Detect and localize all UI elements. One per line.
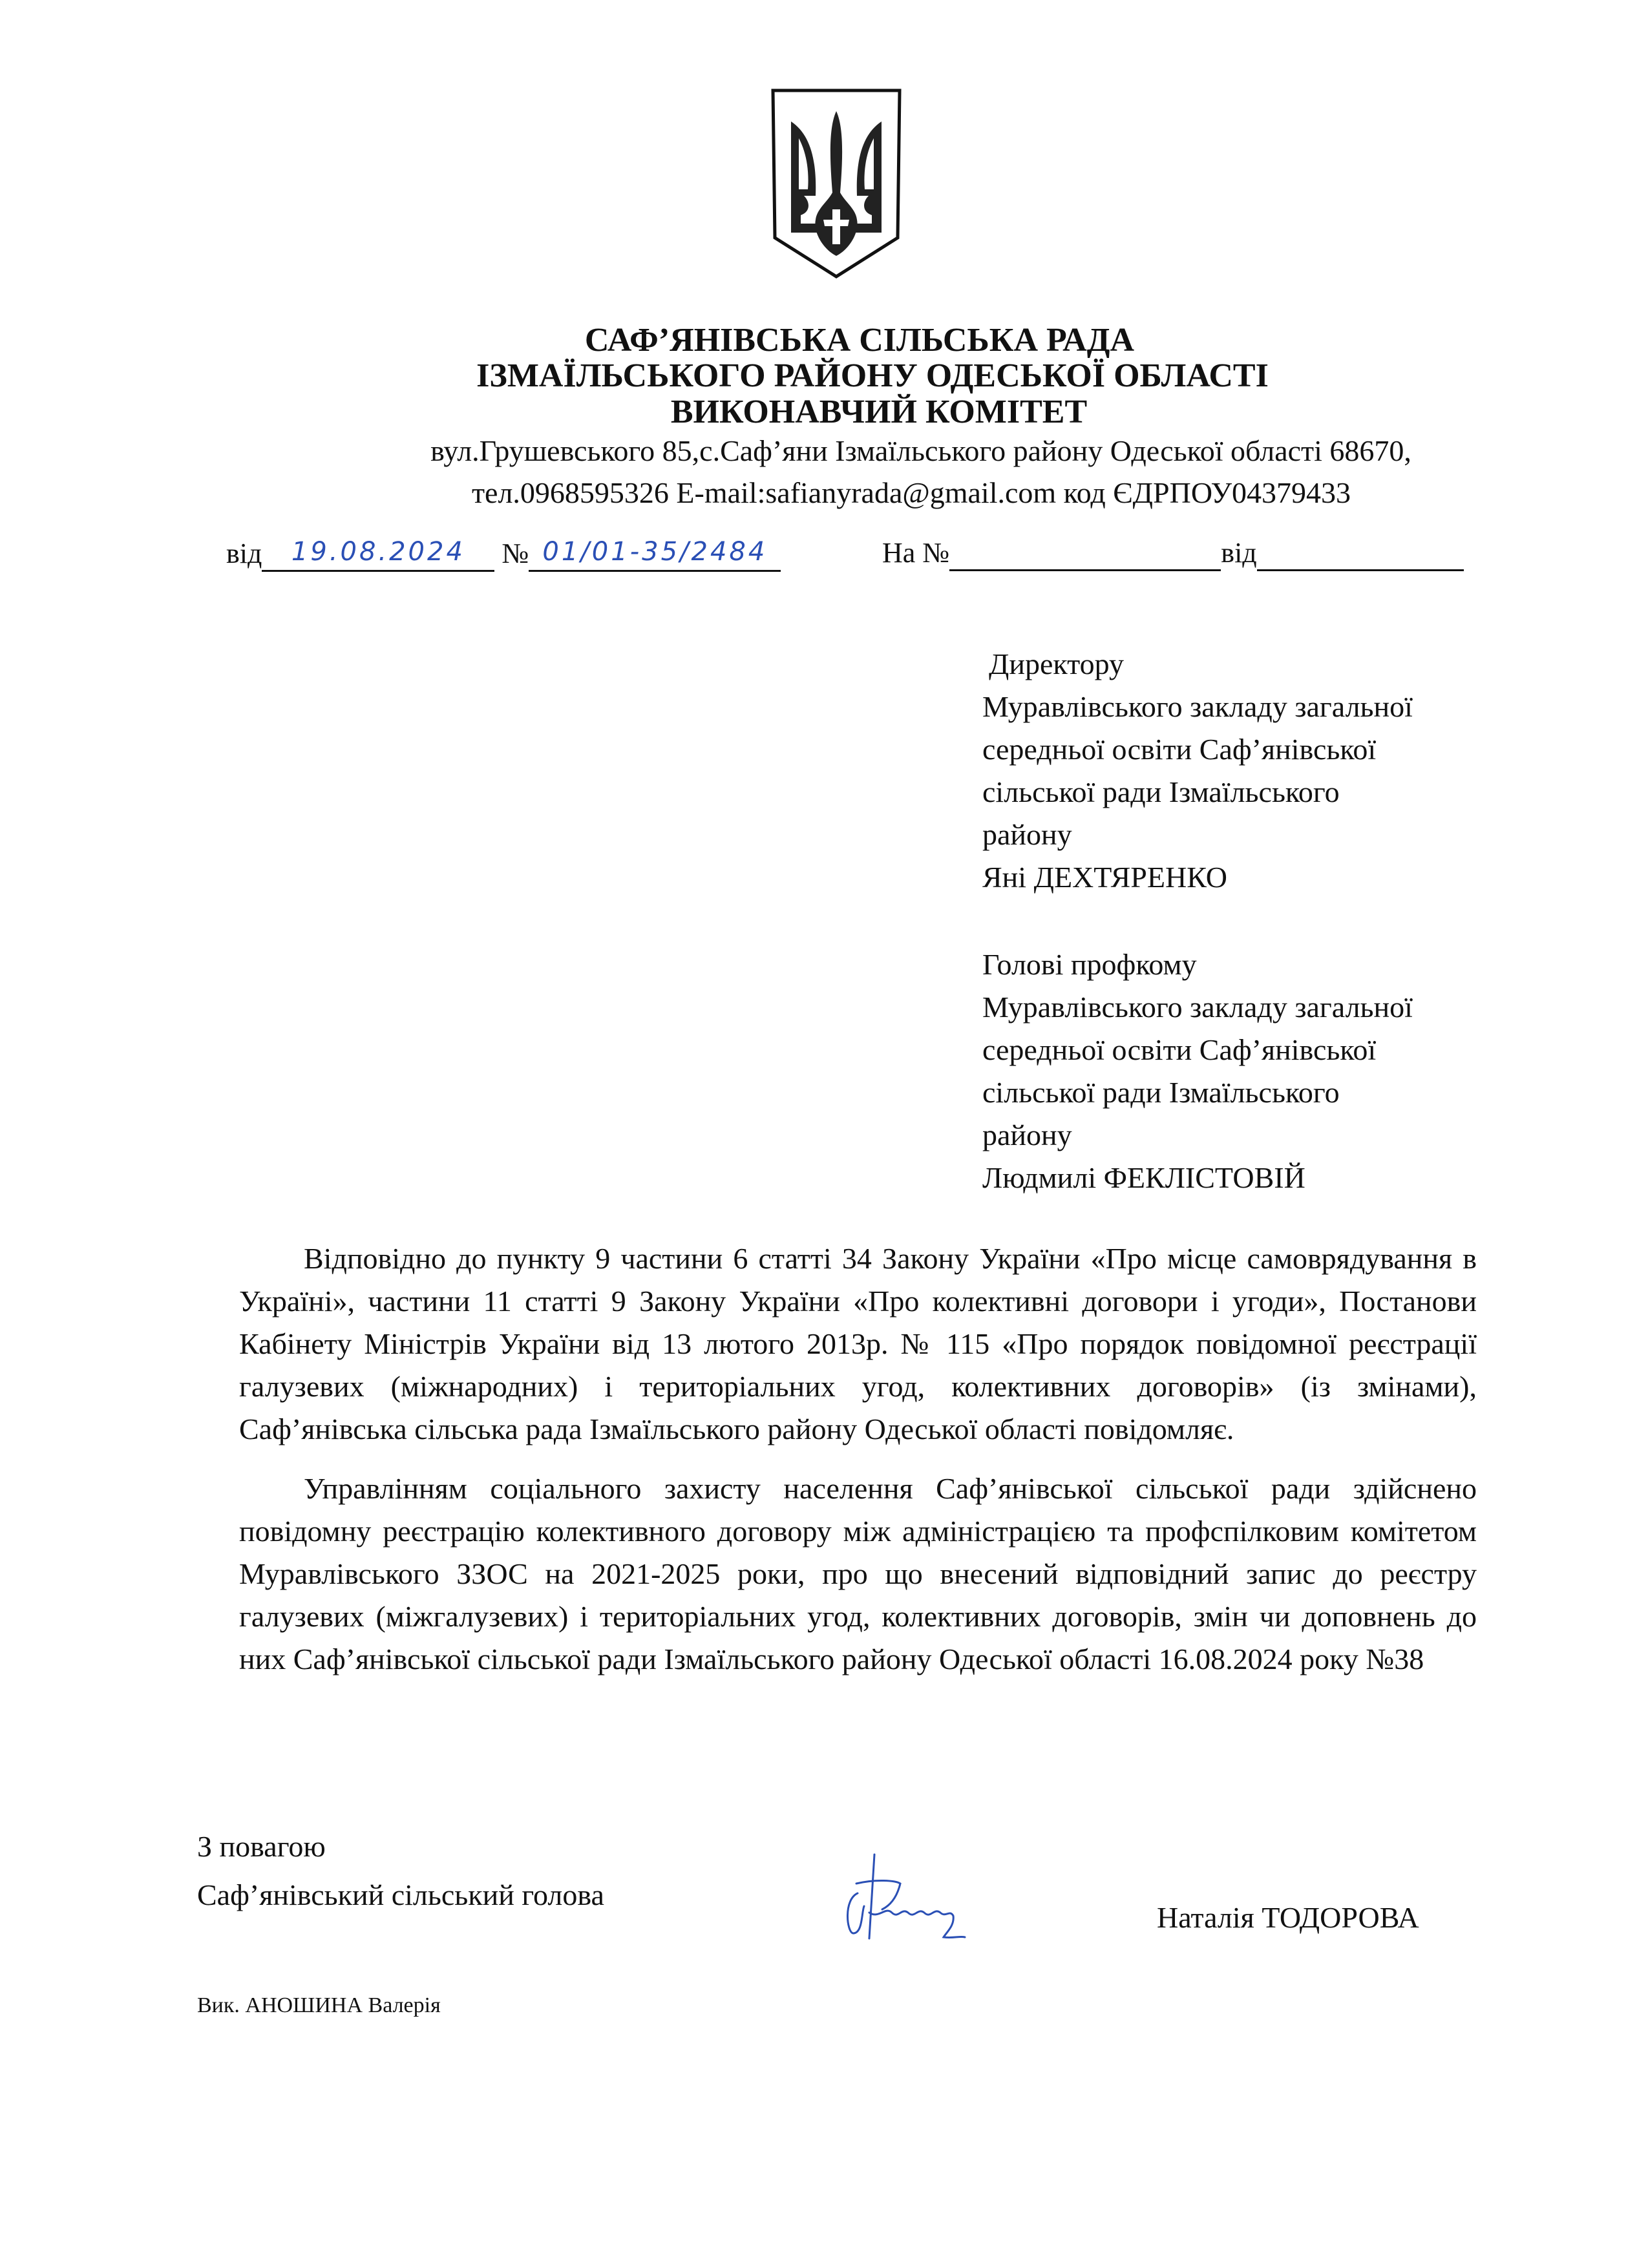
recipient-line: району <box>982 818 1072 851</box>
reply-from-date-field <box>1257 533 1464 571</box>
org-name-line3: ВИКОНАВЧИЙ КОМІТЕТ <box>670 394 1088 430</box>
signer-name: Наталія ТОДОРОВА <box>1157 1901 1419 1934</box>
regards: З повагою <box>197 1830 326 1863</box>
signer-position: Саф’янівський сільський голова <box>197 1878 604 1911</box>
outgoing-number: 01/01-35/2484 <box>542 537 768 567</box>
org-contacts: тел.0968595326 E-mail:safianyrada@gmail.com код ЄДРПОУ04379433 <box>471 476 1351 509</box>
reply-to-number-field <box>949 533 1221 571</box>
trident-coat-of-arms-icon <box>765 83 908 283</box>
number-label: № <box>502 538 529 569</box>
recipient-line: Муравлівського закладу загальної <box>982 991 1413 1024</box>
recipient-name: Людмилі ФЕКЛІСТОВІЙ <box>982 1161 1305 1194</box>
recipient-line: Муравлівського закладу загальної <box>982 690 1413 723</box>
recipient-line: району <box>982 1118 1072 1151</box>
from-label: від <box>226 538 262 569</box>
recipient-line: середньої освіти Саф’янівської <box>982 733 1377 766</box>
recipient-line: середньої освіти Саф’янівської <box>982 1033 1377 1066</box>
recipient-name: Яні ДЕХТЯРЕНКО <box>982 861 1227 894</box>
recipient-line: сільської ради Ізмаїльського <box>982 1076 1340 1109</box>
recipient-line: сільської ради Ізмаїльського <box>982 775 1340 808</box>
recipient-union-head <box>982 943 1413 1199</box>
org-name-line1: САФ’ЯНІВСЬКА СІЛЬСЬКА РАДА <box>584 322 1135 359</box>
reply-from-label: від <box>1221 537 1257 569</box>
executor: Вик. АНОШИНА Валерія <box>197 1993 441 2017</box>
reply-to-label: На № <box>882 537 950 569</box>
handwritten-signature-icon <box>818 1848 1024 1945</box>
recipient-director <box>982 643 1413 899</box>
recipient-title: Директору <box>989 647 1125 680</box>
body-paragraph: Управлінням соціального захисту населення Саф’янівської сільської ради здійснено повідомну реєстрацію колективного договору між адміністрацією та профспілковим комітетом Муравлівського ЗЗОС на 2021-2025 роки, про що внесений відповідний запис до реєстру галузевих (міжгалузевих) і територіальних угод, колективних договорів, змін чи доповнень до них Саф’янівської сільської ради Ізмаїльського району Одеської області 16.08.2024 року №38 <box>239 1472 1477 1675</box>
org-name-line2: ІЗМАЇЛЬСЬКОГО РАЙОНУ ОДЕСЬКОЇ ОБЛАСТІ <box>476 357 1269 394</box>
recipient-title: Голові профкому <box>982 948 1197 981</box>
org-address: вул.Грушевського 85,с.Саф’яни Ізмаїльського району Одеської області 68670, <box>430 434 1411 467</box>
outgoing-reference <box>226 533 781 572</box>
letter-body <box>239 1237 1477 1697</box>
incoming-reference <box>882 533 1464 571</box>
body-paragraph: Відповідно до пункту 9 частини 6 статті 34 Закону України «Про місце самоврядування в Україні», частини 11 статті 9 Закону України «Про колективні договори і угоди», Постанови Кабінету Міністрів України від 13 лютого 2013р. № 115 «Про порядок повідомної реєстрації галузевих (міжнародних) і територіальних угод, колективних договорів» (із змінами), Саф’янівська сільська рада Ізмаїльського району Одеської області повідомляє. <box>239 1242 1477 1445</box>
outgoing-date: 19.08.2024 <box>291 537 465 567</box>
